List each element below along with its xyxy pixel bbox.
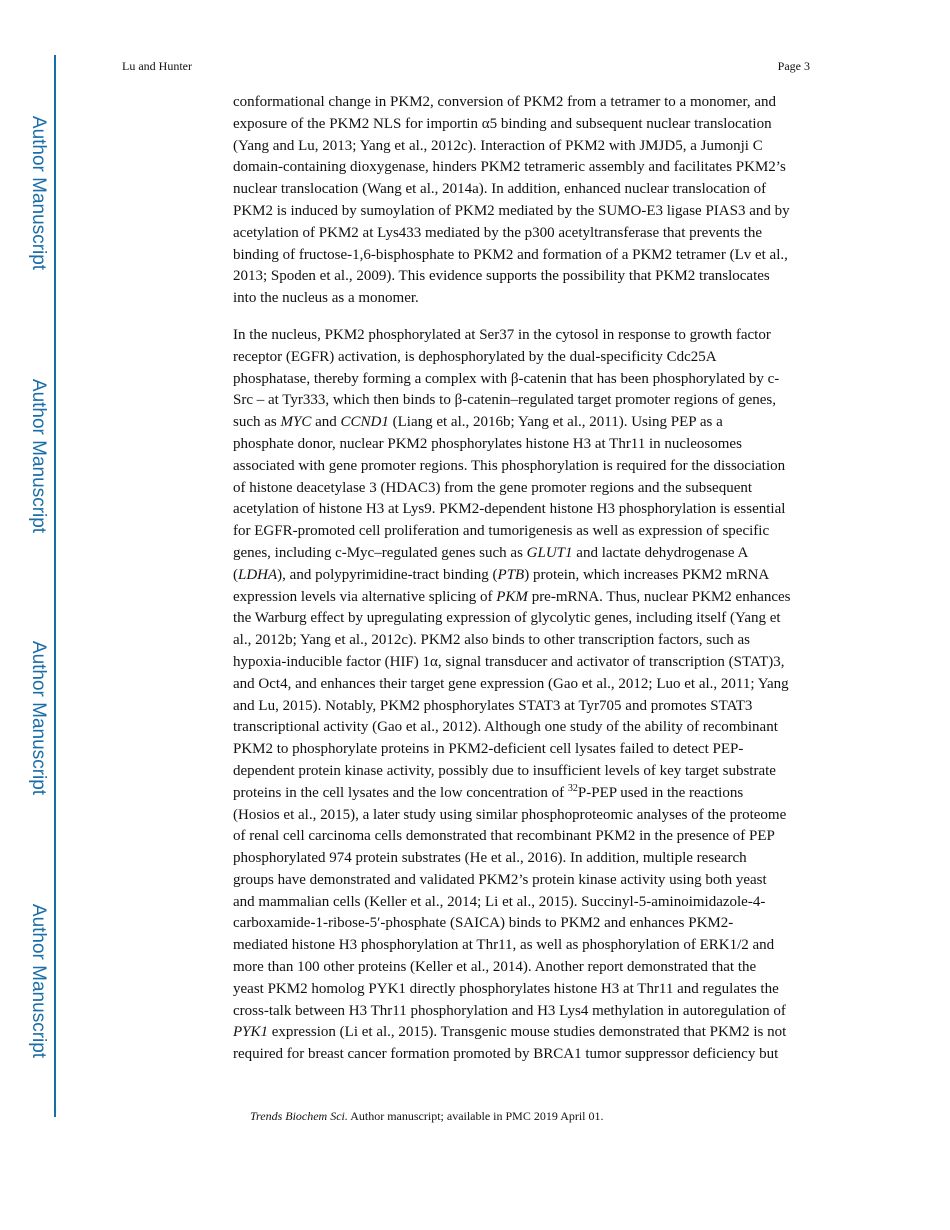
text-run: CCND1 — [340, 414, 389, 431]
text-line — [233, 652, 813, 674]
text-run: transcriptional activity (Gao et al., 2012). Although one study of the ability of recombinant — [233, 719, 778, 736]
text-line — [233, 848, 813, 870]
text-run: P-PEP used in the reactions — [577, 784, 744, 801]
text-run: acetylation of histone H3 at Lys9. PKM2-dependent histone H3 phosphorylation is essential — [233, 501, 786, 518]
text-run: hypoxia-inducible factor (HIF) 1α, signal transducer and activator of transcription (STAT)3, — [233, 653, 785, 670]
text-run: PKM — [496, 588, 528, 605]
text-run: binding of fructose-1,6-bisphosphate to PKM2 and formation of a PKM2 tetramer (Lv et al., — [233, 246, 788, 263]
text-run: PYK1 — [233, 1024, 269, 1041]
text-line — [233, 223, 813, 245]
text-line — [233, 892, 813, 914]
text-run: phosphorylated 974 protein substrates (He et al., 2016). In addition, multiple research — [233, 850, 747, 867]
text-line — [233, 674, 813, 696]
text-line — [233, 1001, 813, 1023]
text-run: phosphate donor, nuclear PKM2 phosphorylates histone H3 at Thr11 in nucleosomes — [233, 435, 742, 452]
text-run: phosphatase, thereby forming a complex with β-catenin that has been phosphorylated by c- — [233, 370, 780, 387]
text-run: exposure of the PKM2 NLS for importin α5 binding and subsequent nuclear translocation — [233, 115, 772, 132]
body-paragraph — [233, 325, 813, 1066]
text-line — [233, 696, 813, 718]
text-run: mediated histone H3 phosphorylation at Thr11, as well as phosphorylation of ERK1/2 and — [233, 937, 775, 954]
footer-note: Author manuscript; available in PMC 2019 April 01. — [347, 1109, 604, 1123]
text-run: In the nucleus, PKM2 phosphorylated at Ser37 in the cytosol in response to growth factor — [233, 326, 771, 343]
text-line — [233, 761, 813, 783]
text-run: of histone deacetylase 3 (HDAC3) from the gene promoter regions and the subsequent — [233, 479, 753, 496]
text-line — [233, 369, 813, 391]
text-run: carboxamide-1-ribose-5′-phosphate (SAICA) binds to PKM2 and enhances PKM2- — [233, 915, 734, 932]
text-run: LDHA — [238, 566, 278, 583]
text-line — [233, 179, 813, 201]
text-line — [233, 1044, 813, 1066]
text-line — [233, 478, 813, 500]
author-manuscript-text: Author Manuscript — [28, 640, 49, 796]
text-line — [233, 1022, 813, 1044]
text-line — [233, 630, 813, 652]
body-paragraph — [233, 92, 813, 310]
text-line — [233, 157, 813, 179]
article-body — [233, 92, 813, 1081]
text-run: domain-containing dioxygenase, hinders PKM2 tetrameric assembly and facilitates PKM2’s — [233, 159, 786, 176]
text-run: and lactate dehydrogenase A — [572, 544, 749, 561]
text-line — [233, 136, 813, 158]
text-line — [233, 325, 813, 347]
text-line — [233, 826, 813, 848]
text-run: more than 100 other proteins (Keller et al., 2014). Another report demonstrated that the — [233, 959, 757, 976]
text-run: PTB — [497, 566, 525, 583]
text-run: such as — [233, 414, 281, 431]
text-line — [233, 499, 813, 521]
text-run: cross-talk between H3 Thr11 phosphorylation and H3 Lys4 methylation in autoregulation of — [233, 1002, 786, 1019]
text-run: receptor (EGFR) activation, is dephosphorylated by the dual-specificity Cdc25A — [233, 348, 717, 365]
text-run: conformational change in PKM2, conversion of PKM2 from a tetramer to a monomer, and — [233, 94, 777, 110]
text-line — [233, 717, 813, 739]
text-line — [233, 521, 813, 543]
text-run: 32 — [567, 782, 578, 794]
text-run: (Hosios et al., 2015), a later study using similar phosphoproteomic analyses of the proteome — [233, 806, 787, 823]
text-line — [233, 739, 813, 761]
text-line — [233, 805, 813, 827]
text-line — [233, 92, 813, 114]
text-run: into the nucleus as a monomer. — [233, 290, 419, 307]
text-run: for EGFR-promoted cell proliferation and tumorigenesis as well as expression of specific — [233, 523, 770, 540]
text-line — [233, 412, 813, 434]
text-run: of renal cell carcinoma cells demonstrated that recombinant PKM2 in the presence of PEP — [233, 828, 775, 845]
text-run: required for breast cancer formation promoted by BRCA1 tumor suppressor deficiency but — [233, 1046, 779, 1063]
author-manuscript-text: Author Manuscript — [28, 115, 49, 271]
text-run: and mammalian cells (Keller et al., 2014; Li et al., 2015). Succinyl-5-aminoimidazole-4- — [233, 893, 766, 910]
text-run: PKM2 to phosphorylate proteins in PKM2-deficient cell lysates failed to detect PEP- — [233, 741, 744, 758]
text-line — [233, 434, 813, 456]
text-line — [233, 245, 813, 267]
text-line — [233, 979, 813, 1001]
text-line — [233, 608, 813, 630]
text-run: groups have demonstrated and validated PKM2’s protein kinase activity using both yeast — [233, 871, 767, 888]
text-line — [233, 870, 813, 892]
text-line — [233, 288, 813, 310]
text-run: genes, including c-Myc–regulated genes such as — [233, 544, 527, 561]
text-line — [233, 957, 813, 979]
text-line — [233, 201, 813, 223]
text-run: ) protein, which increases PKM2 mRNA — [524, 566, 770, 583]
text-run: and Oct4, and enhances their target gene expression (Gao et al., 2012; Luo et al., 2011; Yang — [233, 675, 789, 692]
text-run: pre-mRNA. Thus, nuclear PKM2 enhances — [527, 588, 791, 605]
text-run: dependent protein kinase activity, possibly due to insufficient levels of key target substrate — [233, 762, 776, 779]
text-line — [233, 783, 813, 805]
text-line — [233, 935, 813, 957]
text-run: acetylation of PKM2 at Lys433 mediated by the p300 acetyltransferase that prevents the — [233, 224, 763, 241]
text-line — [233, 347, 813, 369]
text-run: and Lu, 2015). Notably, PKM2 phosphorylates STAT3 at Tyr705 and promotes STAT3 — [233, 697, 753, 714]
text-run: 2013; Spoden et al., 2009). This evidence supports the possibility that PKM2 translocates — [233, 268, 770, 285]
running-head-authors: Lu and Hunter — [122, 59, 192, 73]
text-run: GLUT1 — [526, 544, 573, 561]
text-line — [233, 114, 813, 136]
text-run: and — [311, 414, 341, 431]
footer-journal: Trends Biochem Sci. — [250, 1109, 348, 1123]
text-run: ), and polypyrimidine-tract binding ( — [277, 566, 498, 583]
text-run: the Warburg effect by upregulating expression of glycolytic genes, including itself (Yang et — [233, 610, 781, 627]
text-line — [233, 587, 813, 609]
text-line — [233, 456, 813, 478]
text-run: MYC — [280, 414, 312, 431]
text-line — [233, 266, 813, 288]
text-run: yeast PKM2 homolog PYK1 directly phosphorylates histone H3 at Thr11 and regulates the — [233, 980, 779, 997]
text-run: al., 2012b; Yang et al., 2012c). PKM2 also binds to other transcription factors, such as — [233, 632, 751, 649]
text-line — [233, 913, 813, 935]
text-line — [233, 565, 813, 587]
text-run: nuclear translocation (Wang et al., 2014a). In addition, enhanced nuclear translocation of — [233, 181, 767, 198]
text-run: proteins in the cell lysates and the low concentration of — [233, 784, 568, 801]
text-run: ( — [233, 566, 238, 583]
sidebar-rule — [54, 55, 56, 1117]
text-run: PKM2 is induced by sumoylation of PKM2 mediated by the SUMO-E3 ligase PIAS3 and by — [233, 202, 790, 219]
text-run: (Liang et al., 2016b; Yang et al., 2011). Using PEP as a — [388, 414, 723, 431]
page-footer — [250, 1109, 604, 1124]
text-run: associated with gene promoter regions. This phosphorylation is required for the dissociation — [233, 457, 786, 474]
text-run: Src – at Tyr333, which then binds to β-catenin–regulated target promoter regions of genes, — [233, 392, 776, 409]
running-head-page-number: Page 3 — [777, 59, 810, 73]
text-run: expression (Li et al., 2015). Transgenic mouse studies demonstrated that PKM2 is not — [268, 1024, 787, 1041]
author-manuscript-text: Author Manuscript — [28, 378, 49, 534]
text-run: expression levels via alternative splicing of — [233, 588, 497, 605]
text-line — [233, 390, 813, 412]
text-run: (Yang and Lu, 2013; Yang et al., 2012c). Interaction of PKM2 with JMJD5, a Jumonji C — [233, 137, 763, 154]
text-line — [233, 543, 813, 565]
author-manuscript-text: Author Manuscript — [28, 903, 49, 1059]
